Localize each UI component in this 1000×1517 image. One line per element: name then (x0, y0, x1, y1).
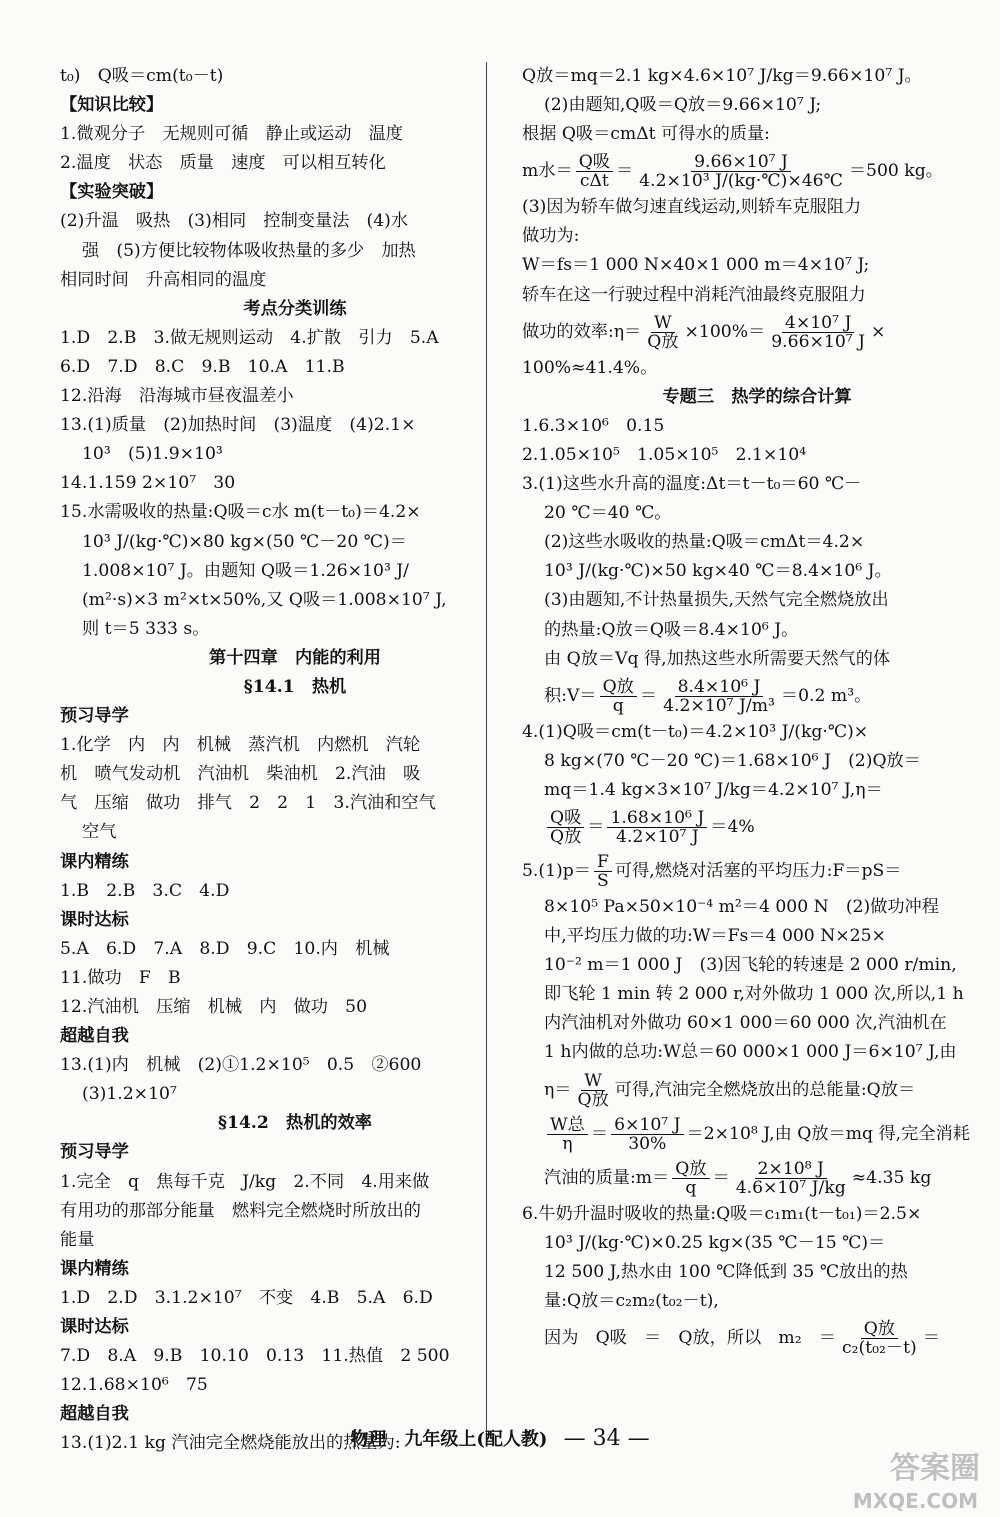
text-line: 内汽油机对外做功 60×1 000＝60 000 次,汽油机在 (544, 1013, 947, 1034)
text-line: 2.温度 状态 质量 速度 可以相互转化 (60, 153, 386, 174)
fraction (768, 314, 868, 351)
formula-text: ＝500 kg。 (848, 161, 943, 182)
right-column (522, 62, 992, 1360)
formula-line (522, 1316, 992, 1360)
text-line: (3)因为轿车做匀速直线运动,则轿车克服阻力 (522, 197, 862, 218)
denominator: S (597, 870, 609, 891)
text-line: 10³ J/(kg·℃)×50 kg×40 ℃＝8.4×10⁶ J。 (544, 561, 892, 582)
formula-text: 因为 Q吸 ＝ Q放，所以 m₂ ＝ (544, 1327, 836, 1348)
fraction (576, 153, 613, 190)
text-line: 根据 Q吸＝cmΔt 可得水的质量: (522, 124, 770, 145)
denominator: 30% (628, 1133, 667, 1154)
text-line: 6.D 7.D 8.C 9.B 10.A 11.B (60, 356, 345, 377)
numerator: W (651, 314, 675, 333)
left-column (60, 62, 530, 1459)
text-line: 12.汽油机 压缩 机械 内 做功 50 (60, 997, 368, 1017)
section-heading: 【知识比较】 (60, 95, 164, 116)
text-line: 1.B 2.B 3.C 4.D (60, 880, 230, 901)
section-title: 专题三 热学的综合计算 (662, 386, 852, 407)
text-line: 10⁻² m＝1 000 J (3)因飞轮的转速是 2 000 r/min, (544, 955, 957, 976)
text-line: 中,平均压力做的功:W＝Fs＝4 000 N×25× (544, 926, 886, 947)
formula-text: 积:V＝ (544, 685, 597, 706)
denominator: 4.6×10⁷ J/kg (735, 1177, 846, 1198)
fraction (733, 1160, 849, 1197)
numerator: W (581, 1072, 605, 1091)
formula-text: ＝ (712, 1167, 730, 1188)
formula-text: ×100%＝ (684, 321, 766, 342)
text-line: (2)升温 吸热 (3)相同 控制变量法 (4)水 (60, 211, 409, 232)
text-line: 13.(1)质量 (2)加热时间 (3)温度 (4)2.1× (60, 415, 416, 436)
footer-label: 物理 九年级上(配人教) (350, 1429, 548, 1450)
text-line: t₀) Q吸＝cm(t₀－t) (60, 66, 224, 86)
text-line: (m²·s)×3 m²×t×50%,又 Q吸＝1.008×10⁷ J, (82, 589, 447, 610)
text-line: 8 kg×(70 ℃－20 ℃)＝1.68×10⁶ J (2)Q放＝ (544, 750, 921, 771)
fraction (611, 1116, 683, 1153)
formula-line (522, 1112, 992, 1156)
text-line: 13.(1)内 机械 (2)①1.2×10⁵ 0.5 ②600 (60, 1055, 422, 1076)
numerator: Q吸 (547, 809, 584, 828)
text-line: 气 压缩 做功 排气 2 2 1 3.汽油和空气 (60, 793, 436, 814)
subsection-heading: 课内精练 (60, 1258, 129, 1279)
text-line: 6.牛奶升温时吸收的热量:Q吸＝c₁m₁(t－t₀₁)＝2.5× (522, 1203, 922, 1224)
formula-text: m水＝ (522, 161, 573, 182)
formula-line (522, 1156, 992, 1200)
numerator: W总 (547, 1116, 588, 1135)
text-line: 4.(1)Q吸＝cm(t－t₀)＝4.2×10³ J/(kg·℃)× (522, 721, 869, 742)
denominator: q (685, 1177, 697, 1198)
fraction (547, 1116, 588, 1153)
text-line: 由 Q放＝Vq 得,加热这些水所需要天然气的体 (544, 648, 891, 669)
numerator: 6×10⁷ J (611, 1116, 683, 1135)
numerator: 9.66×10⁷ J (691, 153, 791, 172)
numerator: 8.4×10⁶ J (675, 678, 764, 697)
text-line: 12.1.68×10⁶ 75 (60, 1375, 208, 1396)
fraction (594, 853, 612, 890)
text-line: 10³ (5)1.9×10³ (82, 444, 223, 465)
text-line: Q放＝mq＝2.1 kg×4.6×10⁷ J/kg＝9.66×10⁷ J。 (522, 66, 922, 86)
fraction (607, 809, 707, 846)
text-line: 有用功的那部分能量 燃料完全燃烧时所放出的 (60, 1200, 421, 1221)
text-line: 量:Q放＝c₂m₂(t₀₂－t), (544, 1290, 719, 1311)
formula-line (522, 674, 992, 718)
denominator: Q放 (647, 331, 679, 352)
subsection-heading: 课内精练 (60, 851, 129, 872)
text-line: (2)这些水吸收的热量:Q吸＝cmΔt＝4.2× (544, 532, 865, 553)
text-line: 20 ℃＝40 ℃。 (544, 503, 672, 524)
formula-line (522, 1068, 992, 1112)
text-line: (3)由题知,不计热量损失,天然气完全燃烧放出 (544, 590, 889, 611)
fraction (839, 1320, 920, 1357)
text-line: W＝fs＝1 000 N×40×1 000 m＝4×10⁷ J; (522, 255, 870, 276)
text-line: 14.1.159 2×10⁷ 30 (60, 473, 236, 494)
formula-text: ＝ (587, 816, 605, 837)
text-line: 则 t＝5 333 s。 (82, 618, 210, 639)
page-number: — 34 — (563, 1426, 650, 1451)
text-line: 13.(1)2.1 kg 汽油完全燃烧能放出的热量为: (60, 1433, 401, 1454)
text-line: 1.6.3×10⁶ 0.15 (522, 415, 665, 436)
subsection-heading: 课时达标 (60, 909, 129, 930)
text-line: 机 喷气发动机 汽油机 柴油机 2.汽油 吸 (60, 764, 421, 785)
fraction (600, 678, 637, 715)
denominator: 4.2×10⁷ J (615, 826, 699, 847)
denominator: q (612, 695, 624, 716)
subsection-heading: 预习导学 (60, 1142, 129, 1163)
text-line: 100%≈41.4%。 (522, 357, 658, 378)
text-line: 12.沿海 沿海城市昼夜温差小 (60, 386, 294, 407)
text-line: 7.D 8.A 9.B 10.10 0.13 11.热值 2 500 (60, 1346, 450, 1367)
numerator: Q吸 (576, 153, 613, 172)
numerator: Q放 (861, 1320, 898, 1339)
text-line: 1.D 2.D 3.1.2×10⁷ 不变 4.B 5.A 6.D (60, 1287, 433, 1308)
text-line: 3.(1)这些水升高的温度:Δt＝t－t₀＝60 ℃－ (522, 474, 862, 495)
formula-line (522, 849, 992, 893)
text-line: 2.1.05×10⁵ 1.05×10⁵ 2.1×10⁴ (522, 444, 807, 465)
page-footer (0, 1425, 1000, 1451)
text-line: 5.A 6.D 7.A 8.D 9.C 10.内 机械 (60, 938, 390, 959)
fraction (660, 678, 778, 715)
text-line: 1.008×10⁷ J。由题知 Q吸＝1.26×10³ J/ (82, 560, 409, 581)
formula-text: 可得,燃烧对活塞的平均压力:F＝pS＝ (614, 860, 902, 881)
denominator: Q放 (577, 1089, 609, 1110)
section-heading: 【实验突破】 (60, 182, 164, 203)
denominator: η (562, 1133, 573, 1154)
chapter-title: 第十四章 内能的利用 (209, 647, 381, 668)
denominator: cΔt (579, 171, 609, 192)
text-line: 12 500 J,热水由 100 ℃降低到 35 ℃放出的热 (544, 1261, 908, 1282)
formula-line (522, 310, 992, 354)
text-line: 10³ J/(kg·℃)×80 kg×(50 ℃－20 ℃)＝ (82, 531, 407, 552)
formula-text: ＝ (615, 161, 634, 182)
text-line: 15.水需吸收的热量:Q吸＝c水 m(t－t₀)＝4.2× (60, 502, 421, 523)
formula-text: × (871, 321, 886, 342)
section-title: §14.2 热机的效率 (218, 1113, 372, 1134)
subsection-heading: 超越自我 (60, 1404, 129, 1425)
text-line: 1.微观分子 无规则可循 静止或运动 温度 (60, 124, 403, 145)
formula-text: 可得,汽油完全燃烧放出的总能量:Q放＝ (614, 1079, 916, 1100)
numerator: 4×10⁷ J (782, 314, 854, 333)
text-line: 能量 (60, 1229, 95, 1250)
text-line: 强 (5)方便比较物体吸收热量的多少 加热 (82, 240, 416, 261)
numerator: 1.68×10⁶ J (607, 809, 707, 828)
text-line: 的热量:Q放＝Q吸＝8.4×10⁶ J。 (544, 619, 799, 640)
denominator: c₂(t₀₂－t) (842, 1337, 917, 1358)
section-title: 考点分类训练 (243, 298, 347, 319)
formula-text: 汽油的质量:m＝ (544, 1167, 670, 1188)
text-line: 轿车在这一行驶过程中消耗汽油最终克服阻力 (522, 284, 866, 305)
subsection-heading: 课时达标 (60, 1317, 129, 1338)
fraction (644, 314, 681, 351)
section-title: §14.1 热机 (243, 676, 347, 697)
denominator: 4.2×10³ J/(kg·℃)×46℃ (639, 171, 843, 192)
formula-text: ＝4% (710, 816, 755, 837)
text-line: 1.D 2.B 3.做无规则运动 4.扩散 引力 5.A (60, 327, 439, 348)
text-line: 1.完全 q 焦每千克 J/kg 2.不同 4.用来做 (60, 1171, 430, 1192)
numerator: Q放 (600, 678, 637, 697)
formula-line (522, 149, 992, 193)
formula-text: ≈4.35 kg (851, 1167, 932, 1188)
formula-text: 做功的效率:η＝ (522, 321, 642, 342)
fraction (672, 1160, 709, 1197)
formula-text: ＝ (639, 685, 658, 706)
text-line: 空气 (82, 822, 117, 843)
watermark-url: MXQE.COM (852, 1489, 978, 1513)
denominator: 4.2×10⁷ J/m³ (663, 695, 775, 716)
text-line: 1.化学 内 内 机械 蒸汽机 内燃机 汽轮 (60, 735, 421, 756)
text-line: (2)由题知,Q吸＝Q放＝9.66×10⁷ J; (544, 95, 822, 116)
denominator: Q放 (550, 826, 582, 847)
fraction (636, 153, 846, 190)
text-line: mq＝1.4 kg×3×10⁷ J/kg＝4.2×10⁷ J,η＝ (544, 779, 883, 800)
formula-text: ＝ (922, 1327, 940, 1348)
watermark-logo: 答案圈 (890, 1451, 980, 1486)
text-line: 1 h内做的总功:W总＝60 000×1 000 J＝6×10⁷ J,由 (544, 1042, 957, 1063)
formula-text: ＝2×10⁸ J,由 Q放＝mq 得,完全消耗 (686, 1123, 970, 1144)
fraction (575, 1072, 612, 1109)
text-line: 10³ J/(kg·℃)×0.25 kg×(35 ℃－15 ℃)＝ (544, 1232, 886, 1253)
text-line: (3)1.2×10⁷ (82, 1084, 177, 1105)
subsection-heading: 超越自我 (60, 1026, 129, 1047)
formula-line (522, 805, 992, 849)
subsection-heading: 预习导学 (60, 706, 129, 727)
formula-text: ＝ (590, 1123, 609, 1144)
text-line: 相同时间 升高相同的温度 (60, 269, 267, 290)
formula-text: η＝ (544, 1079, 572, 1100)
text-line: 做功为: (522, 226, 580, 247)
numerator: Q放 (672, 1160, 709, 1179)
text-line: 8×10⁵ Pa×50×10⁻⁴ m²＝4 000 N (2)做功冲程 (544, 896, 939, 917)
formula-text: ＝0.2 m³。 (780, 685, 872, 706)
denominator: 9.66×10⁷ J (771, 331, 866, 352)
text-line: 11.做功 F B (60, 967, 181, 988)
numerator: F (594, 853, 612, 872)
formula-text: 5.(1)p＝ (522, 860, 591, 881)
fraction (547, 809, 584, 846)
numerator: 2×10⁸ J (755, 1160, 827, 1179)
text-line: 即飞轮 1 min 转 2 000 r,对外做功 1 000 次,所以,1 h (544, 984, 964, 1005)
